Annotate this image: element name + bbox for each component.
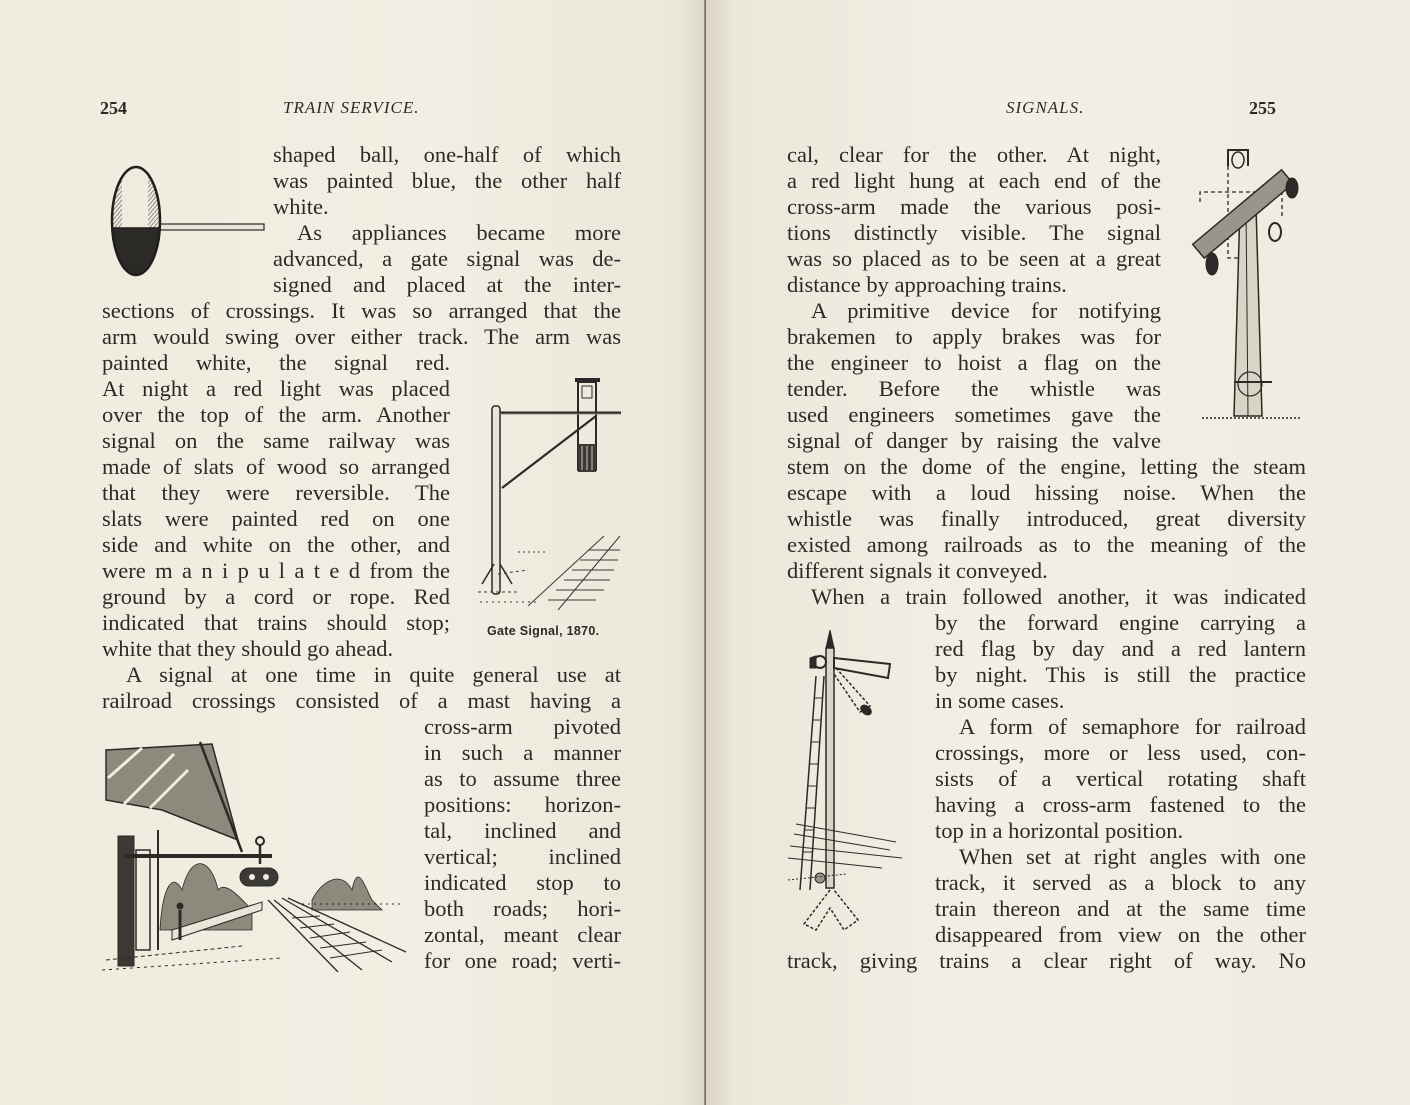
text-line: by the forward engine carrying a	[935, 610, 1306, 635]
text-line: indicated stop to	[424, 870, 621, 895]
text-line: disappeared from view on the other	[935, 922, 1306, 947]
text-line: zontal, meant clear	[424, 922, 621, 947]
semaphore-figure	[786, 628, 906, 938]
text-line: When set at right angles with one	[959, 844, 1306, 869]
text-line: top in a horizontal position.	[935, 818, 1184, 843]
text-line: a red light hung at each end of the	[787, 168, 1161, 193]
text-line: railroad crossings consisted of a mast having a	[102, 688, 621, 713]
text-line: was painted blue, the other half	[273, 168, 621, 193]
text-line: slats were painted red on one	[102, 506, 450, 531]
text-line: ground by a cord or rope. Red	[102, 584, 450, 609]
text-line: brakemen to apply brakes was for	[787, 324, 1161, 349]
text-line: cal, clear for the other. At night,	[787, 142, 1161, 167]
text-line: track, it served as a block to any	[935, 870, 1306, 895]
text-line: were m a n i p u l a t e d from the	[102, 558, 450, 583]
page-number-left: 254	[100, 98, 127, 118]
text-line: cross-arm pivoted	[424, 714, 621, 739]
text-line: At night a red light was placed	[102, 376, 450, 401]
crossarm-signal-figure	[1190, 146, 1310, 432]
ball-signal-figure	[108, 160, 268, 282]
text-line: that they were reversible. The	[102, 480, 450, 505]
text-line: tal, inclined and	[424, 818, 621, 843]
text-line: as to assume three	[424, 766, 621, 791]
text-line: sists of a vertical rotating shaft	[935, 766, 1306, 791]
text-line: tions distinctly visible. The signal	[787, 220, 1161, 245]
text-line: in such a manner	[424, 740, 621, 765]
text-line: white that they should go ahead.	[102, 636, 394, 661]
page-number-right: 255	[1249, 98, 1276, 118]
text-line: different signals it conveyed.	[787, 558, 1048, 583]
gate-signal-figure	[478, 374, 628, 614]
text-line: A primitive device for notifying	[811, 298, 1161, 323]
running-head-right: SIGNALS.	[1006, 98, 1085, 117]
text-line: crossings, more or less used, con-	[935, 740, 1306, 765]
text-line: sections of crossings. It was so arranged that the	[102, 298, 621, 323]
text-line: stem on the dome of the engine, letting the steam	[787, 454, 1306, 479]
text-line: over the top of the arm. Another	[102, 402, 450, 427]
text-line: shaped ball, one-half of which	[273, 142, 621, 167]
text-line: track, giving trains a clear right of way. No	[787, 948, 1306, 973]
station-signal-figure	[102, 740, 408, 972]
text-line: made of slats of wood so arranged	[102, 454, 450, 479]
text-line: positions: horizon-	[424, 792, 621, 817]
text-line: As appliances became more	[297, 220, 621, 245]
text-line: existed among railroads as to the meaning of the	[787, 532, 1306, 557]
text-line: When a train followed another, it was indicated	[811, 584, 1306, 609]
running-head-left: TRAIN SERVICE.	[283, 98, 420, 117]
text-line: both roads; hori-	[424, 896, 621, 921]
text-line: was so placed as to be seen at a great	[787, 246, 1161, 271]
text-line: side and white on the other, and	[102, 532, 450, 557]
text-line: the engineer to hoist a flag on the	[787, 350, 1161, 375]
text-line: train thereon and at the same time	[935, 896, 1306, 921]
text-line: whistle was finally introduced, great diversity	[787, 506, 1306, 531]
text-line: for one road; verti-	[424, 948, 621, 973]
text-line: by night. This is still the practice	[935, 662, 1306, 687]
text-line: distance by approaching trains.	[787, 272, 1067, 297]
text-line: signal of danger by raising the valve	[787, 428, 1161, 453]
text-line: arm would swing over either track. The arm was	[102, 324, 621, 349]
text-line: having a cross-arm fastened to the	[935, 792, 1306, 817]
text-line: A form of semaphore for railroad	[959, 714, 1306, 739]
text-line: signal on the same railway was	[102, 428, 450, 453]
text-line: A signal at one time in quite general use at	[126, 662, 621, 687]
text-line: vertical; inclined	[424, 844, 621, 869]
text-line: painted white, the signal red.	[102, 350, 450, 375]
gate-signal-caption: Gate Signal, 1870.	[487, 624, 600, 638]
text-line: tender. Before the whistle was	[787, 376, 1161, 401]
text-line: indicated that trains should stop;	[102, 610, 450, 635]
text-line: red flag by day and a red lantern	[935, 636, 1306, 661]
text-line: advanced, a gate signal was de-	[273, 246, 621, 271]
text-line: in some cases.	[935, 688, 1065, 713]
text-line: cross-arm made the various posi-	[787, 194, 1161, 219]
text-line: white.	[273, 194, 329, 219]
text-line: used engineers sometimes gave the	[787, 402, 1161, 427]
text-line: escape with a loud hissing noise. When the	[787, 480, 1306, 505]
text-line: signed and placed at the inter-	[273, 272, 621, 297]
